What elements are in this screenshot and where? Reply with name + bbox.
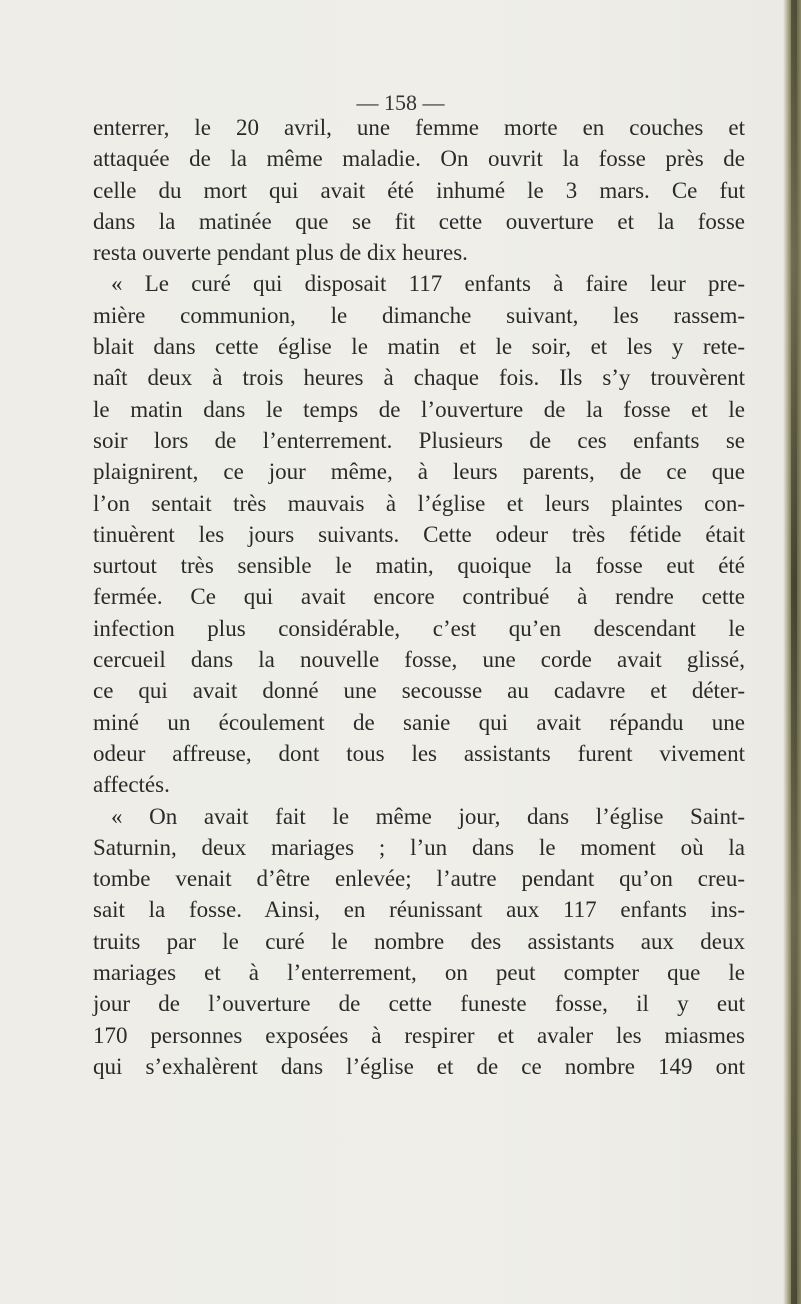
text-line: plaignirent, ce jour même, à leurs parents, de ce que (93, 459, 745, 485)
text-line: « On avait fait le même jour, dans l’église Saint- (111, 803, 745, 829)
page-binding-edge (791, 0, 797, 1304)
text-line: « Le curé qui disposait 117 enfants à faire leur pre- (111, 271, 745, 297)
text-line: Saturnin, deux mariages ; l’un dans le moment où la (93, 834, 745, 860)
text-line: affectés. (93, 772, 170, 798)
text-line: attaquée de la même maladie. On ouvrit la fosse près de (93, 146, 745, 172)
text-line: enterrer, le 20 avril, une femme morte en couches et (93, 115, 745, 140)
text-line: resta ouverte pendant plus de dix heures. (93, 240, 468, 266)
text-line: mariages et à l’enterrement, on peut compter que le (93, 960, 745, 986)
text-line: tinuèrent les jours suivants. Cette odeur très fétide était (93, 521, 745, 547)
text-line: blait dans cette église le matin et le soir, et les y rete- (93, 334, 745, 360)
page-number: — 158 — (356, 90, 445, 115)
text-line: tombe venait d’être enlevée; l’autre pendant qu’on creu- (93, 866, 745, 892)
text-line: odeur affreuse, dont tous les assistants furent vivement (93, 740, 745, 766)
text-line: jour de l’ouverture de cette funeste fosse, il y eut (93, 991, 745, 1017)
text-line: qui s’exhalèrent dans l’église et de ce nombre 149 ont (93, 1053, 745, 1079)
text-line: truits par le curé le nombre des assistants aux deux (93, 928, 745, 954)
text-line: fermée. Ce qui avait encore contribué à rendre cette (93, 584, 745, 610)
text-line: l’on sentait très mauvais à l’église et leurs plaintes con- (93, 490, 745, 516)
text-line: dans la matinée que se fit cette ouverture et la fosse (93, 208, 745, 234)
text-line: miné un écoulement de sanie qui avait répandu une (93, 709, 745, 735)
text-line: soir lors de l’enterrement. Plusieurs de ces enfants se (93, 427, 745, 453)
text-line: surtout très sensible le matin, quoique la fosse eut été (93, 553, 745, 579)
text-line: ce qui avait donné une secousse au cadavre et déter- (93, 678, 745, 704)
text-line: infection plus considérable, c’est qu’en descendant le (93, 615, 745, 641)
text-line: naît deux à trois heures à chaque fois. Ils s’y trouvèrent (93, 365, 745, 391)
body-text (93, 112, 745, 1082)
text-line: le matin dans le temps de l’ouverture de la fosse et le (93, 396, 745, 422)
text-line: 170 personnes exposées à respirer et avaler les miasmes (93, 1022, 745, 1048)
text-line: celle du mort qui avait été inhumé le 3 mars. Ce fut (93, 177, 745, 203)
text-line: cercueil dans la nouvelle fosse, une corde avait glissé, (93, 647, 745, 673)
text-line: sait la fosse. Ainsi, en réunissant aux 117 enfants ins- (93, 897, 745, 923)
text-line: mière communion, le dimanche suivant, les rassem- (93, 302, 745, 328)
